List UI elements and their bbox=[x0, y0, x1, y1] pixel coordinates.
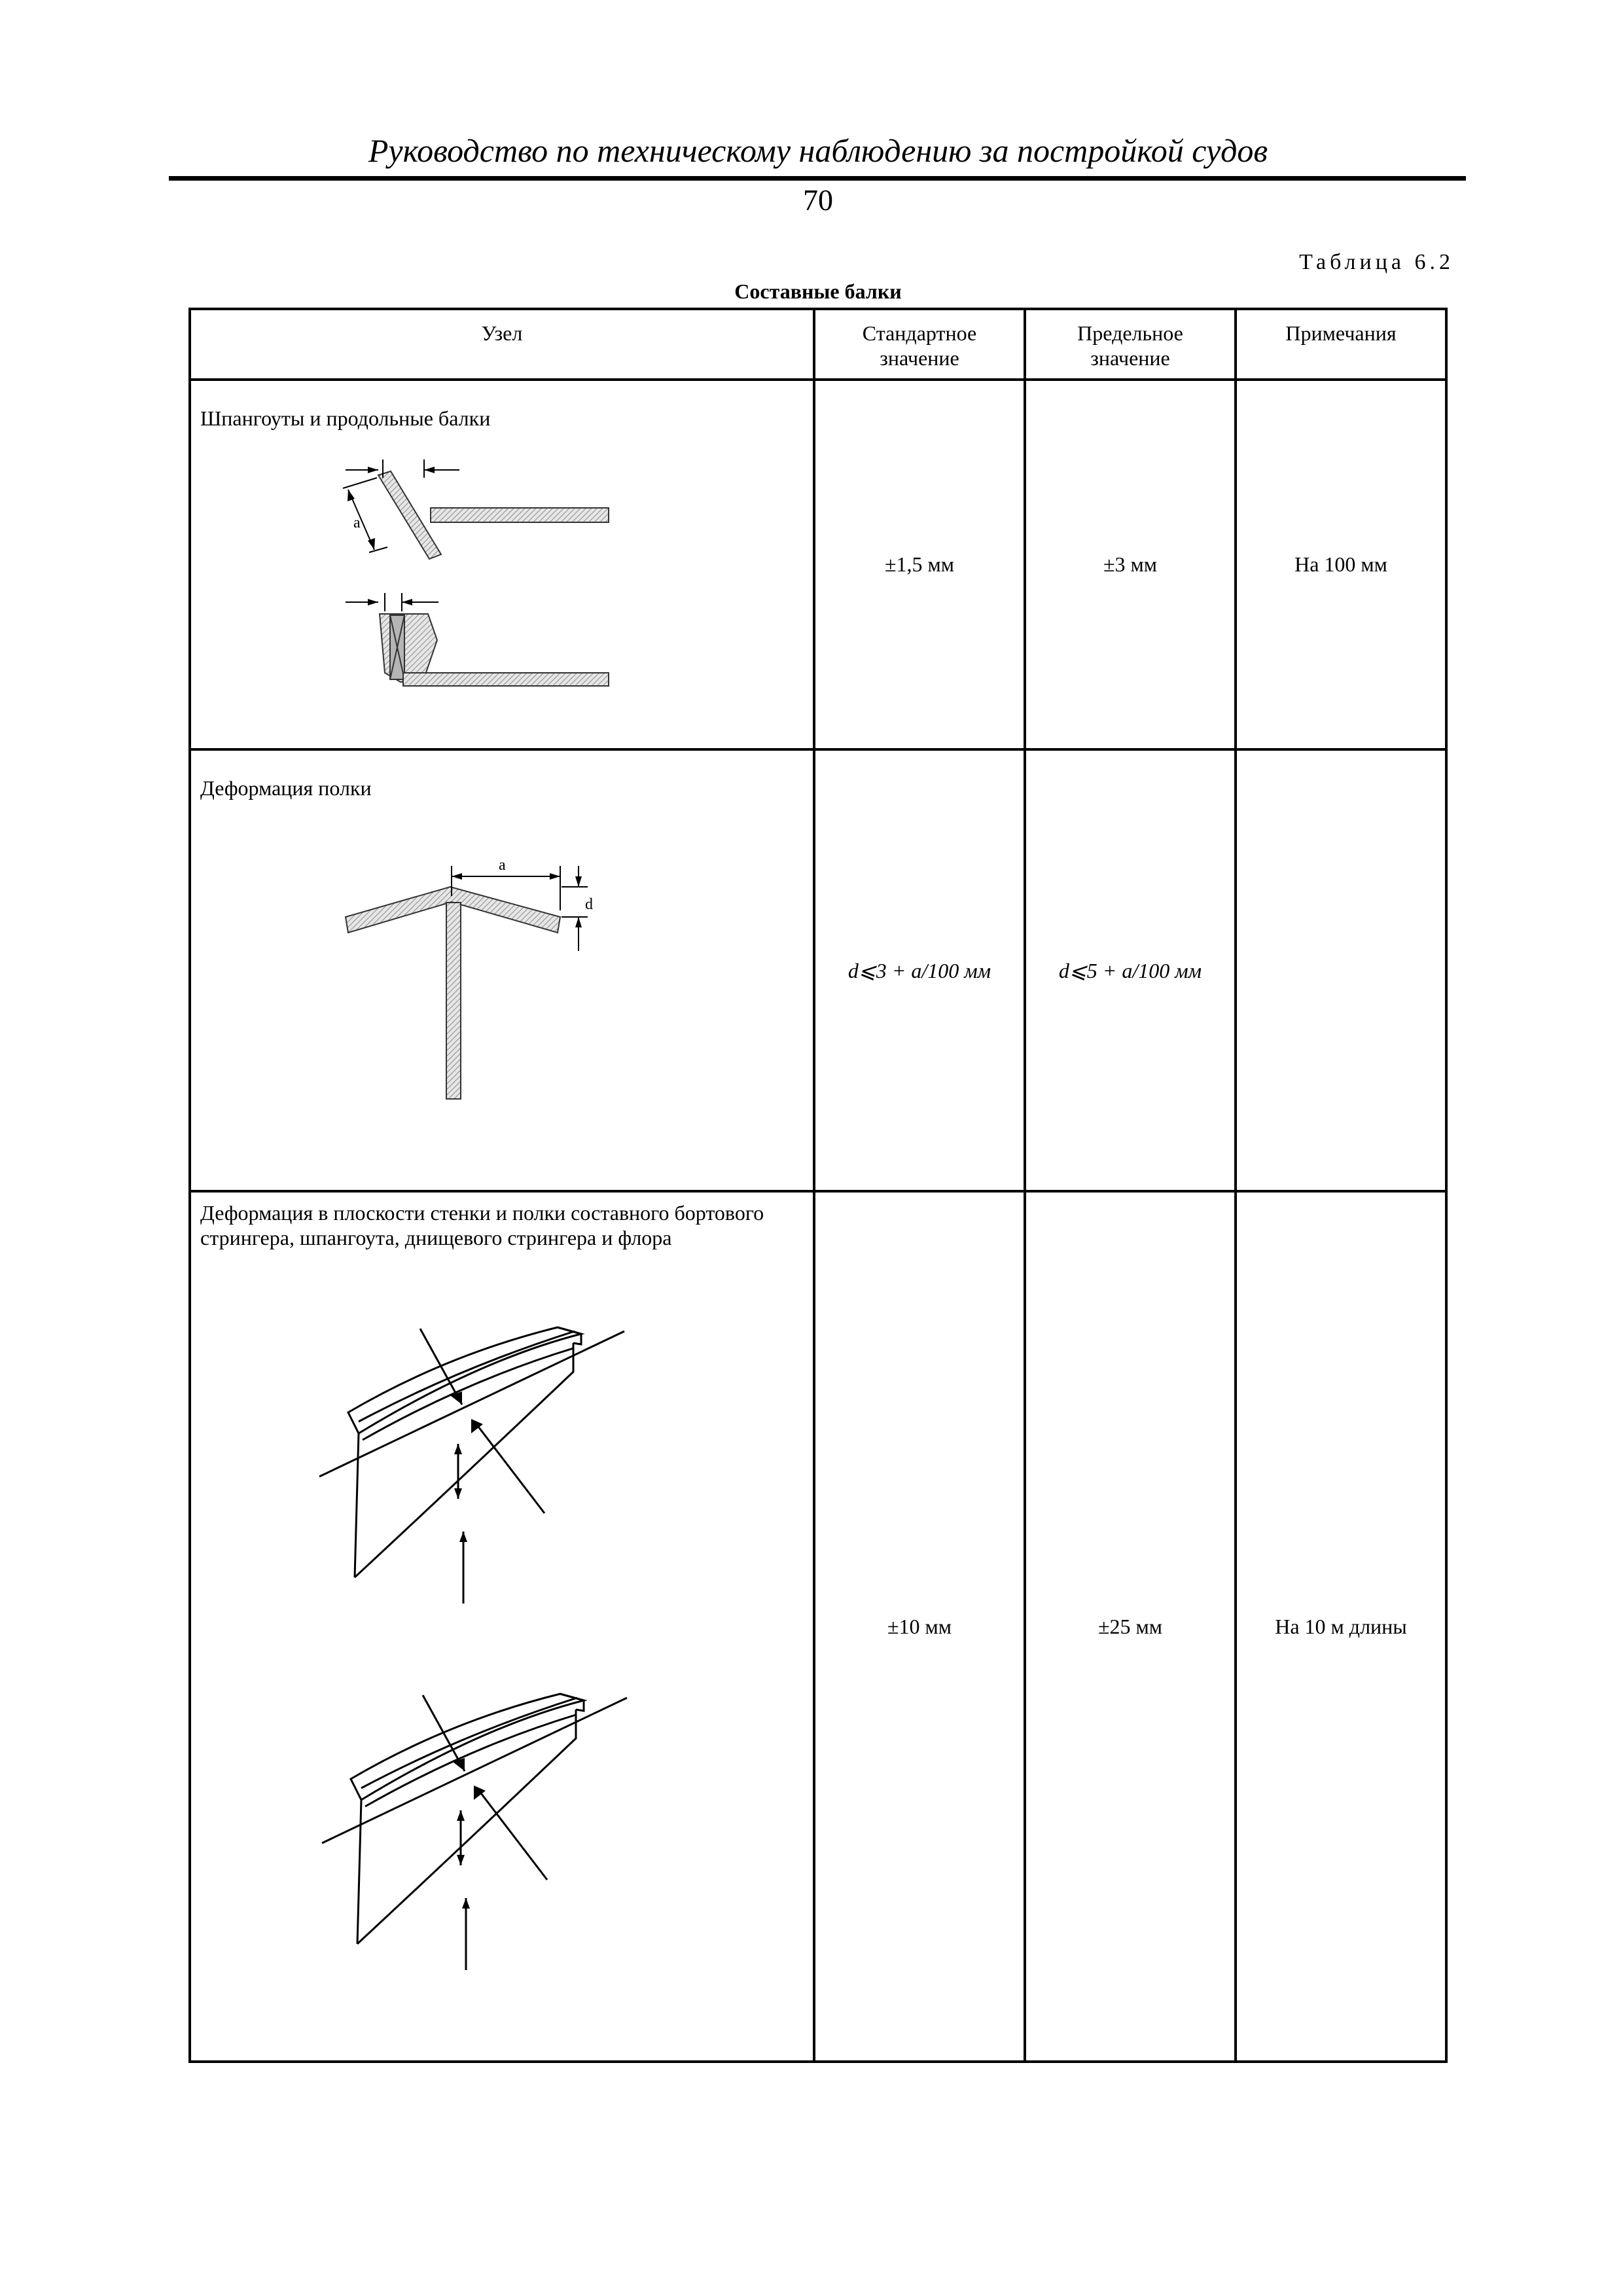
note-cell bbox=[1236, 749, 1446, 1191]
standard-value-cell: d⩽3 + a/100 мм bbox=[814, 749, 1025, 1191]
running-head: Руководство по техническому наблюдению за постройкой судов bbox=[368, 132, 1268, 169]
node-cell bbox=[190, 749, 814, 1191]
limit-value-cell: d⩽5 + a/100 мм bbox=[1025, 749, 1236, 1191]
node-label: Деформация в плоскости стенки и полки составного бортового стрингера, шпангоута, днищевого стрингера и флора bbox=[200, 1201, 764, 1249]
arrowheads-upper bbox=[450, 1391, 483, 1542]
spec-table bbox=[188, 308, 1448, 2063]
dimension-label-a: a bbox=[353, 514, 361, 531]
header-rule bbox=[169, 176, 1466, 181]
table-title: Составные балки bbox=[734, 279, 902, 303]
flange-deformation-figure bbox=[191, 800, 806, 1167]
limit-value-cell: ±25 мм bbox=[1025, 1191, 1236, 2062]
table-header-row bbox=[190, 309, 1446, 380]
frames-alignment-figure bbox=[191, 431, 806, 738]
table-row bbox=[190, 1191, 1446, 2062]
web-flange-deformation-figure bbox=[191, 1250, 806, 2036]
table-row bbox=[190, 749, 1446, 1191]
girder-sketch-lower bbox=[322, 1694, 627, 1970]
node-cell bbox=[190, 380, 814, 749]
column-header-node: Узел bbox=[190, 309, 814, 380]
column-header-standard: Стандартное значение bbox=[814, 309, 1025, 380]
table-row bbox=[190, 380, 1446, 749]
dimension-label-a: a bbox=[499, 857, 506, 874]
table-label: Таблица 6.2 bbox=[1299, 250, 1454, 274]
node-label: Деформация полки bbox=[200, 776, 372, 800]
node-label: Шпангоуты и продольные балки bbox=[200, 406, 491, 430]
dimension-label-d: d bbox=[585, 896, 593, 913]
limit-value-cell: ±3 мм bbox=[1025, 380, 1236, 749]
standard-value-cell: ±1,5 мм bbox=[814, 380, 1025, 749]
girder-sketch-upper bbox=[319, 1327, 624, 1604]
column-header-limit: Предельное значение bbox=[1025, 309, 1236, 380]
node-cell bbox=[190, 1191, 814, 2062]
column-header-notes: Примечания bbox=[1236, 309, 1446, 380]
standard-value-cell: ±10 мм bbox=[814, 1191, 1025, 2062]
note-cell: На 100 мм bbox=[1236, 380, 1446, 749]
note-cell: На 10 м длины bbox=[1236, 1191, 1446, 2062]
arrowheads-lower bbox=[453, 1758, 486, 1909]
page-number: 70 bbox=[803, 183, 833, 217]
